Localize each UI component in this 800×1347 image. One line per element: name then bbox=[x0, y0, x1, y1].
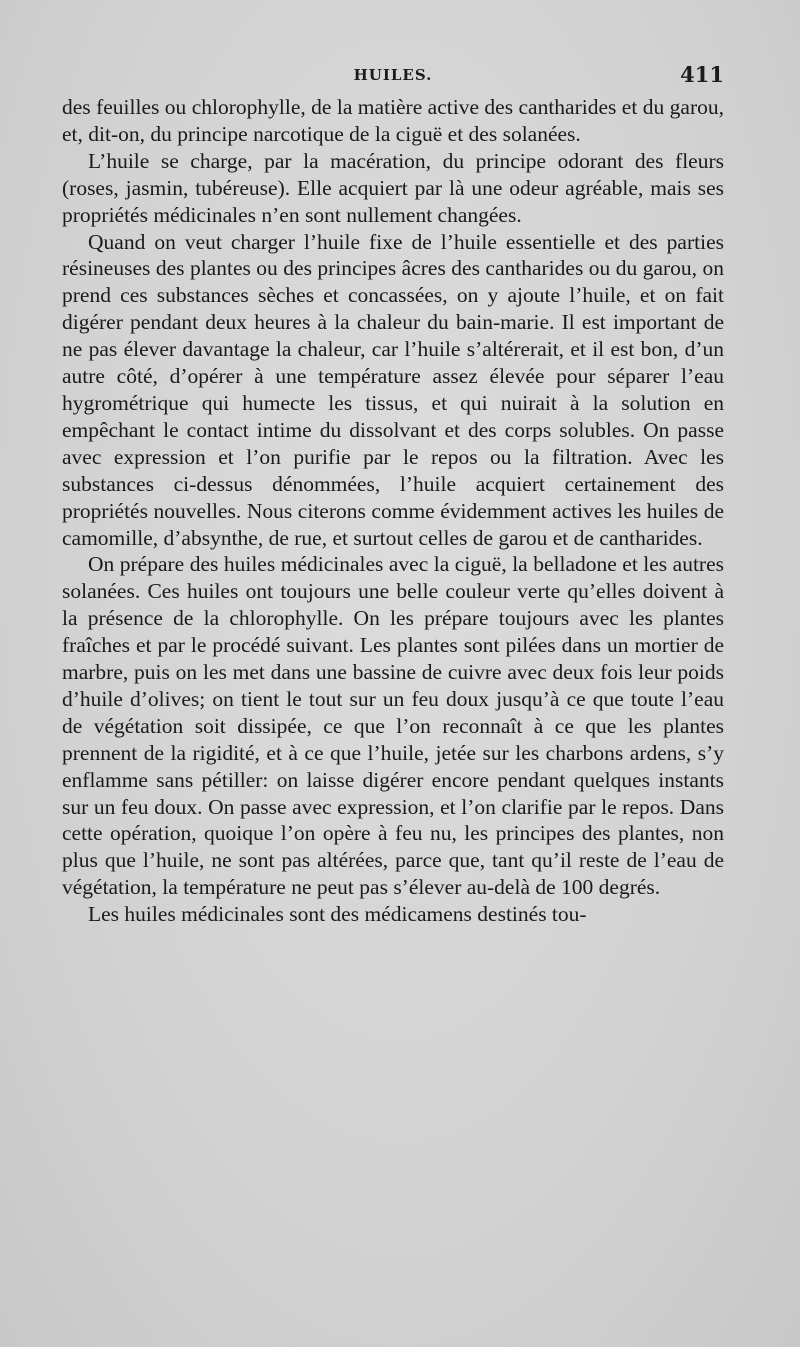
body-text bbox=[62, 94, 724, 928]
paragraph-continued: des feuilles ou chlorophylle, de la matière active des cantharides et du garou, et, dit-on, du principe narcotique de la ciguë et des solanées. bbox=[62, 95, 724, 146]
paragraph: On prépare des huiles médicinales avec la ciguë, la belladone et les autres solanées. Ces huiles ont toujours une belle couleur verte qu’elles doivent à la présence de la chlorophylle. On les prépare toujours avec les plantes fraîches et par le procédé suivant. Les plantes sont pilées dans un mortier de marbre, puis on les met dans une bassine de cuivre avec deux fois leur poids d’huile d’olives; on tient le tout sur un feu doux jusqu’à ce que toute l’eau de végétation soit dissipée, ce que l’on reconnaît à ce que les plantes prennent de la rigidité, et à ce que l’huile, jetée sur les charbons ardens, s’y enflamme sans pétiller: on laisse digérer encore pendant quelques instants sur un feu doux. On passe avec expression, et l’on clarifie par le repos. Dans cette opération, quoique l’on opère à feu nu, les principes des plantes, non plus que l’huile, ne sont pas altérées, parce que, tant qu’il reste de l’eau de végétation, la température ne peut pas s’élever au-delà de 100 degrés. bbox=[62, 552, 724, 900]
page-number: 411 bbox=[680, 62, 724, 87]
page-header bbox=[62, 62, 724, 88]
paragraph: Quand on veut charger l’huile fixe de l’huile essentielle et des parties résineuses des plantes ou des principes âcres des cantharides ou du garou, on prend ces substances sèches et concassées, on y ajoute l’huile, et on fait digérer pendant deux heures à la chaleur du bain-marie. Il est important de ne pas élever davantage la chaleur, car l’huile s’altérerait, et il est bon, d’un autre côté, d’opérer à une température assez élevée pour séparer l’eau hygrométrique qui humecte les tissus, et qui nuirait à la solution en empêchant le contact intime du dissolvant et des corps solubles. On passe avec expression et l’on purifie par le repos ou la filtration. Avec les substances ci-dessus dénommées, l’huile acquiert certainement des propriétés nouvelles. Nous citerons comme évidemment actives les huiles de camomille, d’absynthe, de rue, et surtout celles de garou et de cantharides. bbox=[62, 229, 724, 550]
paragraph: Les huiles médicinales sont des médicamens destinés tou- bbox=[88, 902, 587, 927]
paragraph: L’huile se charge, par la macération, du principe odorant des fleurs (roses, jasmin, tubéreuse). Elle acquiert par là une odeur agréable, mais ses propriétés médicinales n’en sont nullement changées. bbox=[62, 148, 724, 227]
running-head: HUILES. bbox=[353, 66, 433, 84]
